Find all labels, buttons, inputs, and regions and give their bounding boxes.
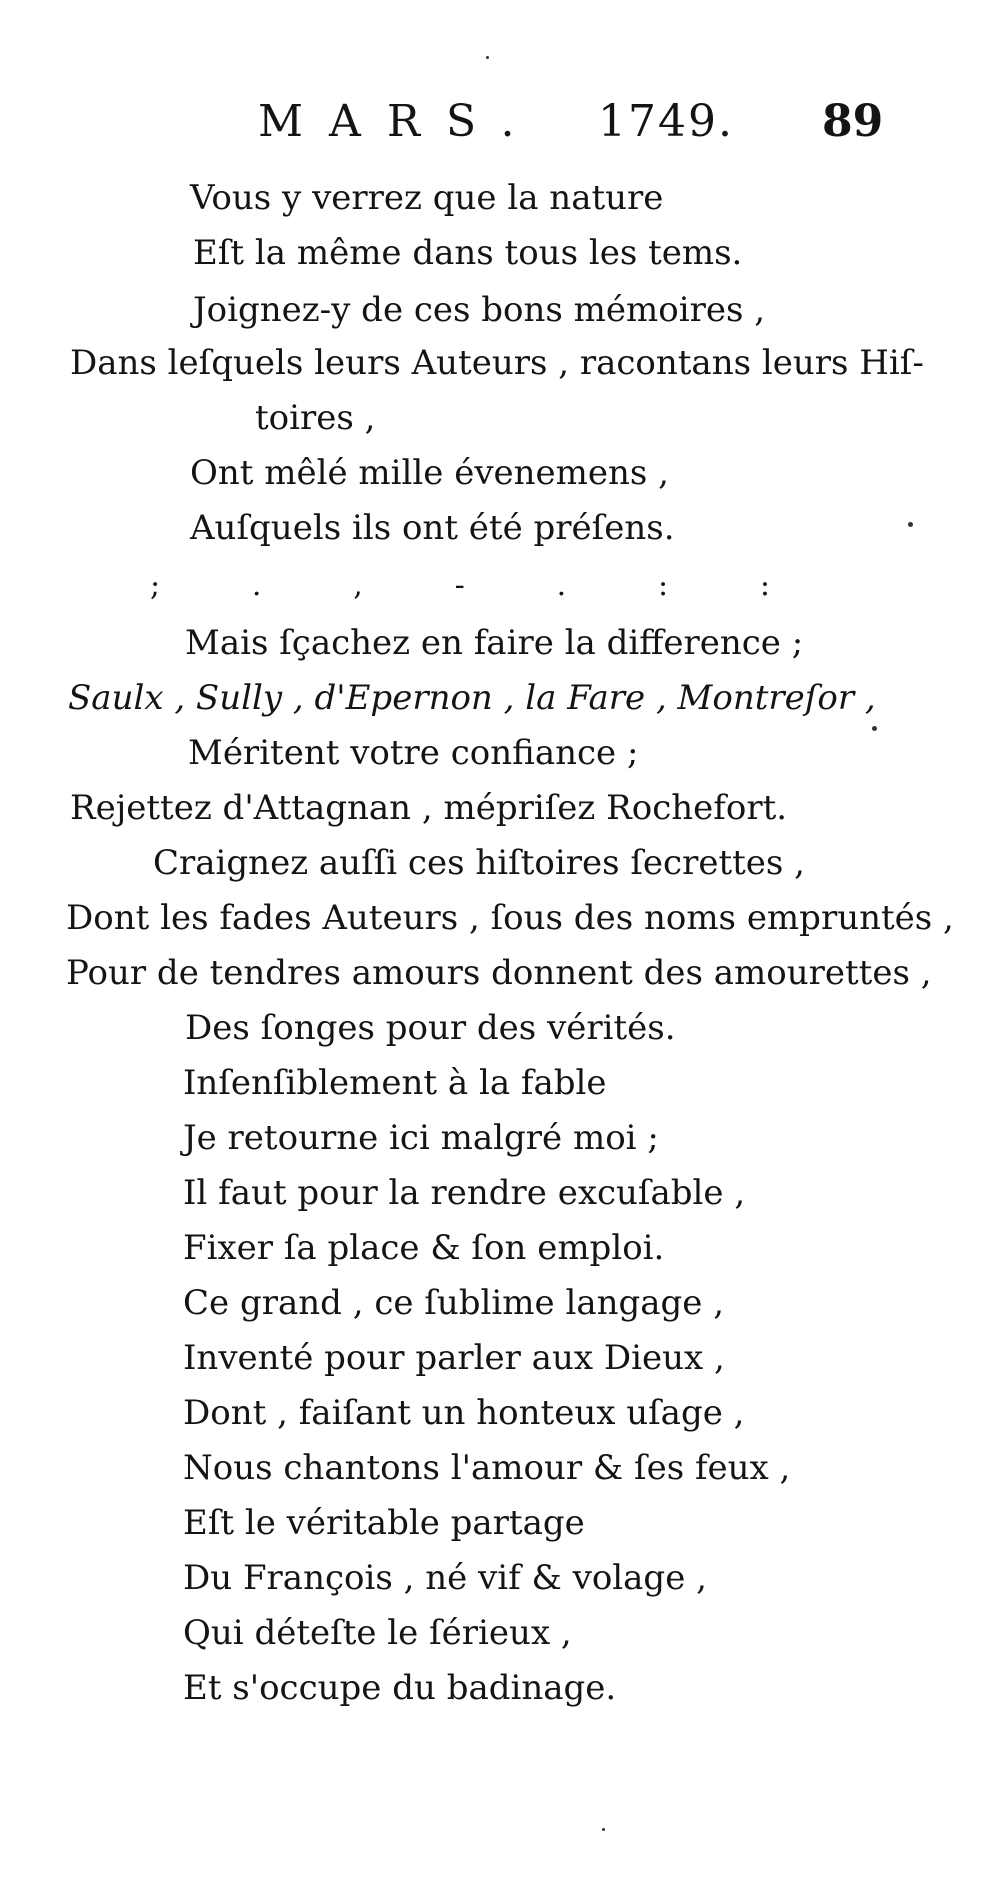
verse-line: Eſt le véritable partage	[183, 1503, 585, 1543]
verse-line: Il faut pour la rendre excuſable ,	[183, 1173, 746, 1213]
verse-line: Qui déteſte le ſérieux ,	[183, 1613, 572, 1653]
ellipsis-mark: ;	[150, 568, 161, 603]
running-head-year: 1749.	[598, 96, 734, 147]
verse-line: Joignez-y de ces bons mémoires ,	[193, 290, 766, 330]
ellipsis-mark: :	[657, 568, 669, 603]
verse-line: Méritent votre confiance ;	[188, 733, 639, 773]
verse-line: Vous y verrez que la nature	[190, 178, 664, 218]
verse-line: Mais ſçachez en faire la difference ;	[185, 623, 804, 663]
verse-line: Du François , né vif & volage ,	[183, 1558, 707, 1598]
ellipsis-mark: ,	[353, 568, 363, 603]
verse-line: toires ,	[255, 398, 376, 438]
verse-line: Dont les fades Auteurs , ſous des noms empruntés ,	[66, 898, 954, 938]
verse-line: Auſquels ils ont été préſens.	[190, 508, 675, 548]
ellipsis-row	[150, 568, 770, 608]
verse-line-italic: Saulx , Sully , d'Epernon , la Fare , Montreſor ,	[68, 678, 876, 718]
ellipsis-mark: -	[454, 568, 465, 603]
verse-line: Inventé pour parler aux Dieux ,	[183, 1338, 725, 1378]
ellipsis-mark: :	[759, 568, 770, 603]
verse-line: Eſt la même dans tous les tems.	[193, 233, 743, 273]
ellipsis-mark: .	[556, 568, 567, 603]
verse-line: Des ſonges pour des vérités.	[185, 1008, 676, 1048]
verse-line: Inſenſiblement à la fable	[183, 1063, 607, 1103]
running-head	[0, 96, 1000, 156]
verse-line: Dont , faiſant un honteux uſage ,	[183, 1393, 745, 1433]
verse-line: Ce grand , ce ſublime langage ,	[183, 1283, 725, 1323]
page-number: 89	[822, 96, 884, 147]
verse-line: Craignez auſſi ces hiſtoires ſecrettes ,	[153, 843, 805, 883]
verse-line: Fixer ſa place & ſon emploi.	[183, 1228, 665, 1268]
verse-line: Pour de tendres amours donnent des amourettes ,	[66, 953, 932, 993]
verse-line: Rejettez d'Attagnan , mépriſez Rochefort.	[70, 788, 788, 828]
verse-line: Nous chantons l'amour & ſes feux ,	[183, 1448, 791, 1488]
verse-line: Ont mêlé mille évenemens ,	[190, 453, 669, 493]
verse-line: Dans leſquels leurs Auteurs , racontans leurs Hiſ-	[70, 343, 924, 383]
ellipsis-mark: .	[251, 568, 262, 603]
running-head-month: MARS.	[258, 96, 541, 147]
verse-line: Je retourne ici malgré moi ;	[183, 1118, 659, 1158]
verse-line: Et s'occupe du badinage.	[183, 1668, 617, 1708]
